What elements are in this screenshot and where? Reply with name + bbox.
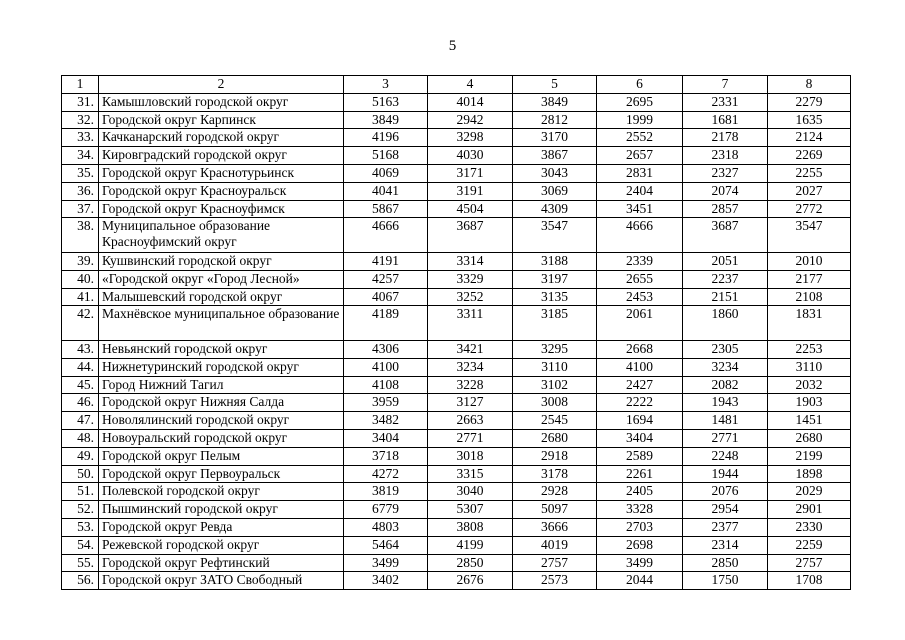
municipality-name-cell: Кировградский городской округ (99, 147, 344, 165)
value-cell: 3482 (344, 412, 428, 430)
row-number-cell: 35. (62, 164, 99, 182)
value-cell: 4666 (344, 218, 428, 253)
table-row (62, 218, 851, 253)
value-cell: 4196 (344, 129, 428, 147)
row-number-cell: 36. (62, 182, 99, 200)
municipality-name-cell: Городской округ Ревда (99, 518, 344, 536)
header-cell: 1 (62, 76, 99, 94)
table-row (62, 501, 851, 519)
value-cell: 6779 (344, 501, 428, 519)
value-cell: 3127 (428, 394, 513, 412)
row-number-cell: 47. (62, 412, 99, 430)
value-cell: 2027 (768, 182, 851, 200)
table-row (62, 536, 851, 554)
municipality-name-cell: Махнёвское муниципальное образование (99, 306, 344, 341)
value-cell: 3228 (428, 376, 513, 394)
value-cell: 4257 (344, 270, 428, 288)
value-cell: 3234 (683, 358, 768, 376)
value-cell: 2279 (768, 93, 851, 111)
value-cell: 3188 (513, 252, 597, 270)
value-cell: 2269 (768, 147, 851, 165)
value-cell: 2453 (597, 288, 683, 306)
row-number-cell: 38. (62, 218, 99, 253)
table-row (62, 572, 851, 590)
value-cell: 4189 (344, 306, 428, 341)
value-cell: 3170 (513, 129, 597, 147)
value-cell: 2051 (683, 252, 768, 270)
value-cell: 3959 (344, 394, 428, 412)
value-cell: 5163 (344, 93, 428, 111)
value-cell: 1708 (768, 572, 851, 590)
table-row (62, 111, 851, 129)
row-number-cell: 37. (62, 200, 99, 218)
value-cell: 2680 (768, 429, 851, 447)
value-cell: 4014 (428, 93, 513, 111)
table-row (62, 358, 851, 376)
value-cell: 2330 (768, 518, 851, 536)
row-number-cell: 41. (62, 288, 99, 306)
row-number-cell: 42. (62, 306, 99, 341)
value-cell: 3314 (428, 252, 513, 270)
value-cell: 2668 (597, 340, 683, 358)
row-number-cell: 32. (62, 111, 99, 129)
value-cell: 3718 (344, 447, 428, 465)
value-cell: 4069 (344, 164, 428, 182)
value-cell: 3008 (513, 394, 597, 412)
value-cell: 1860 (683, 306, 768, 341)
municipality-name-cell: Нижнетуринский городской округ (99, 358, 344, 376)
header-cell: 8 (768, 76, 851, 94)
table-row (62, 412, 851, 430)
row-number-cell: 33. (62, 129, 99, 147)
value-cell: 3849 (344, 111, 428, 129)
value-cell: 3315 (428, 465, 513, 483)
table-row (62, 129, 851, 147)
value-cell: 2178 (683, 129, 768, 147)
value-cell: 2954 (683, 501, 768, 519)
value-cell: 3311 (428, 306, 513, 341)
value-cell: 2339 (597, 252, 683, 270)
municipality-name-cell: Малышевский городской округ (99, 288, 344, 306)
table-row (62, 93, 851, 111)
value-cell: 3404 (597, 429, 683, 447)
municipality-name-cell: Новоуральский городской округ (99, 429, 344, 447)
value-cell: 2427 (597, 376, 683, 394)
value-cell: 2076 (683, 483, 768, 501)
value-cell: 2261 (597, 465, 683, 483)
municipality-name-cell: Городской округ Красноуральск (99, 182, 344, 200)
value-cell: 2655 (597, 270, 683, 288)
value-cell: 4067 (344, 288, 428, 306)
table-row (62, 483, 851, 501)
value-cell: 2589 (597, 447, 683, 465)
value-cell: 5307 (428, 501, 513, 519)
value-cell: 3135 (513, 288, 597, 306)
value-cell: 3252 (428, 288, 513, 306)
value-cell: 2552 (597, 129, 683, 147)
table-row (62, 376, 851, 394)
value-cell: 2545 (513, 412, 597, 430)
value-cell: 2901 (768, 501, 851, 519)
page-number: 5 (448, 38, 457, 54)
value-cell: 1943 (683, 394, 768, 412)
table-row (62, 252, 851, 270)
value-cell: 2151 (683, 288, 768, 306)
value-cell: 2918 (513, 447, 597, 465)
value-cell: 5168 (344, 147, 428, 165)
municipality-name-cell: Город Нижний Тагил (99, 376, 344, 394)
value-cell: 2771 (683, 429, 768, 447)
municipality-name-cell: Городской округ Первоуральск (99, 465, 344, 483)
value-cell: 3867 (513, 147, 597, 165)
table-row (62, 200, 851, 218)
value-cell: 3295 (513, 340, 597, 358)
value-cell: 2177 (768, 270, 851, 288)
row-number-cell: 31. (62, 93, 99, 111)
table-row (62, 306, 851, 341)
row-number-cell: 55. (62, 554, 99, 572)
value-cell: 2850 (428, 554, 513, 572)
header-cell: 6 (597, 76, 683, 94)
value-cell: 4306 (344, 340, 428, 358)
municipality-name-cell: Городской округ Карпинск (99, 111, 344, 129)
value-cell: 4803 (344, 518, 428, 536)
value-cell: 4100 (597, 358, 683, 376)
value-cell: 4030 (428, 147, 513, 165)
table-row (62, 182, 851, 200)
value-cell: 3178 (513, 465, 597, 483)
value-cell: 3329 (428, 270, 513, 288)
value-cell: 3234 (428, 358, 513, 376)
header-cell: 7 (683, 76, 768, 94)
municipality-name-cell: Городской округ Красноуфимск (99, 200, 344, 218)
value-cell: 2663 (428, 412, 513, 430)
value-cell: 4309 (513, 200, 597, 218)
table-row (62, 164, 851, 182)
value-cell: 3808 (428, 518, 513, 536)
value-cell: 2044 (597, 572, 683, 590)
value-cell: 2010 (768, 252, 851, 270)
value-cell: 3547 (768, 218, 851, 253)
value-cell: 1451 (768, 412, 851, 430)
value-cell: 2573 (513, 572, 597, 590)
municipality-name-cell: Городской округ Нижняя Салда (99, 394, 344, 412)
value-cell: 3402 (344, 572, 428, 590)
value-cell: 2405 (597, 483, 683, 501)
value-cell: 2757 (768, 554, 851, 572)
row-number-cell: 54. (62, 536, 99, 554)
value-cell: 2331 (683, 93, 768, 111)
value-cell: 2850 (683, 554, 768, 572)
table-row (62, 447, 851, 465)
value-cell: 2199 (768, 447, 851, 465)
value-cell: 4191 (344, 252, 428, 270)
value-cell: 2771 (428, 429, 513, 447)
value-cell: 3687 (683, 218, 768, 253)
municipality-name-cell: Городской округ Пелым (99, 447, 344, 465)
value-cell: 2248 (683, 447, 768, 465)
header-cell: 5 (513, 76, 597, 94)
value-cell: 2314 (683, 536, 768, 554)
value-cell: 2029 (768, 483, 851, 501)
value-cell: 2928 (513, 483, 597, 501)
value-cell: 4199 (428, 536, 513, 554)
row-number-cell: 45. (62, 376, 99, 394)
value-cell: 3666 (513, 518, 597, 536)
value-cell: 2074 (683, 182, 768, 200)
value-cell: 4504 (428, 200, 513, 218)
table-row (62, 429, 851, 447)
value-cell: 3298 (428, 129, 513, 147)
row-number-cell: 43. (62, 340, 99, 358)
municipality-name-cell: Режевской городской округ (99, 536, 344, 554)
municipality-name-cell: Кушвинский городской округ (99, 252, 344, 270)
table-row (62, 518, 851, 536)
value-cell: 2255 (768, 164, 851, 182)
table-row (62, 288, 851, 306)
value-cell: 5464 (344, 536, 428, 554)
value-cell: 2698 (597, 536, 683, 554)
value-cell: 2259 (768, 536, 851, 554)
value-cell: 3404 (344, 429, 428, 447)
value-cell: 2812 (513, 111, 597, 129)
value-cell: 3069 (513, 182, 597, 200)
table-body (62, 76, 851, 590)
value-cell: 2305 (683, 340, 768, 358)
value-cell: 1635 (768, 111, 851, 129)
municipality-name-cell: Новолялинский городской округ (99, 412, 344, 430)
value-cell: 4108 (344, 376, 428, 394)
value-cell: 3328 (597, 501, 683, 519)
value-cell: 2237 (683, 270, 768, 288)
value-cell: 2222 (597, 394, 683, 412)
value-cell: 4272 (344, 465, 428, 483)
table-row (62, 465, 851, 483)
value-cell: 2942 (428, 111, 513, 129)
row-number-cell: 48. (62, 429, 99, 447)
header-cell: 2 (99, 76, 344, 94)
value-cell: 3849 (513, 93, 597, 111)
row-number-cell: 56. (62, 572, 99, 590)
row-number-cell: 39. (62, 252, 99, 270)
value-cell: 1831 (768, 306, 851, 341)
value-cell: 2108 (768, 288, 851, 306)
value-cell: 2695 (597, 93, 683, 111)
value-cell: 2831 (597, 164, 683, 182)
value-cell: 2124 (768, 129, 851, 147)
municipality-name-cell: Городской округ Рефтинский (99, 554, 344, 572)
municipality-name-cell: Качканарский городской округ (99, 129, 344, 147)
value-cell: 2377 (683, 518, 768, 536)
value-cell: 2061 (597, 306, 683, 341)
data-table (61, 75, 851, 590)
value-cell: 2657 (597, 147, 683, 165)
value-cell: 2680 (513, 429, 597, 447)
value-cell: 5867 (344, 200, 428, 218)
value-cell: 2032 (768, 376, 851, 394)
header-cell: 4 (428, 76, 513, 94)
row-number-cell: 51. (62, 483, 99, 501)
value-cell: 2404 (597, 182, 683, 200)
value-cell: 2757 (513, 554, 597, 572)
value-cell: 3185 (513, 306, 597, 341)
table-row (62, 394, 851, 412)
row-number-cell: 40. (62, 270, 99, 288)
value-cell: 2253 (768, 340, 851, 358)
value-cell: 3110 (768, 358, 851, 376)
value-cell: 1944 (683, 465, 768, 483)
value-cell: 2703 (597, 518, 683, 536)
value-cell: 2082 (683, 376, 768, 394)
value-cell: 3499 (344, 554, 428, 572)
municipality-name-cell: Пышминский городской округ (99, 501, 344, 519)
municipality-name-cell: Полевской городской округ (99, 483, 344, 501)
table-row (62, 554, 851, 572)
value-cell: 1903 (768, 394, 851, 412)
municipality-name-cell: Городской округ ЗАТО Свободный (99, 572, 344, 590)
value-cell: 1694 (597, 412, 683, 430)
value-cell: 2327 (683, 164, 768, 182)
municipality-name-cell: Камышловский городской округ (99, 93, 344, 111)
row-number-cell: 34. (62, 147, 99, 165)
municipality-name-cell: Муниципальное образование Красноуфимский округ (99, 218, 344, 253)
value-cell: 2318 (683, 147, 768, 165)
row-number-cell: 49. (62, 447, 99, 465)
row-number-cell: 52. (62, 501, 99, 519)
value-cell: 4019 (513, 536, 597, 554)
value-cell: 1481 (683, 412, 768, 430)
value-cell: 1999 (597, 111, 683, 129)
value-cell: 3171 (428, 164, 513, 182)
table-row (62, 147, 851, 165)
value-cell: 2857 (683, 200, 768, 218)
header-cell: 3 (344, 76, 428, 94)
value-cell: 1750 (683, 572, 768, 590)
value-cell: 3451 (597, 200, 683, 218)
value-cell: 3043 (513, 164, 597, 182)
value-cell: 1898 (768, 465, 851, 483)
value-cell: 3687 (428, 218, 513, 253)
value-cell: 3110 (513, 358, 597, 376)
value-cell: 2772 (768, 200, 851, 218)
value-cell: 3018 (428, 447, 513, 465)
value-cell: 3040 (428, 483, 513, 501)
value-cell: 3819 (344, 483, 428, 501)
table-row (62, 340, 851, 358)
municipality-name-cell: Городской округ Краснотурьинск (99, 164, 344, 182)
value-cell: 3499 (597, 554, 683, 572)
value-cell: 4666 (597, 218, 683, 253)
value-cell: 3197 (513, 270, 597, 288)
value-cell: 2676 (428, 572, 513, 590)
value-cell: 3421 (428, 340, 513, 358)
value-cell: 5097 (513, 501, 597, 519)
municipality-name-cell: «Городской округ «Город Лесной» (99, 270, 344, 288)
municipality-name-cell: Невьянский городской округ (99, 340, 344, 358)
header-row (62, 76, 851, 94)
row-number-cell: 46. (62, 394, 99, 412)
value-cell: 4041 (344, 182, 428, 200)
value-cell: 3102 (513, 376, 597, 394)
value-cell: 1681 (683, 111, 768, 129)
row-number-cell: 50. (62, 465, 99, 483)
value-cell: 3547 (513, 218, 597, 253)
value-cell: 3191 (428, 182, 513, 200)
value-cell: 4100 (344, 358, 428, 376)
row-number-cell: 44. (62, 358, 99, 376)
row-number-cell: 53. (62, 518, 99, 536)
table-row (62, 270, 851, 288)
